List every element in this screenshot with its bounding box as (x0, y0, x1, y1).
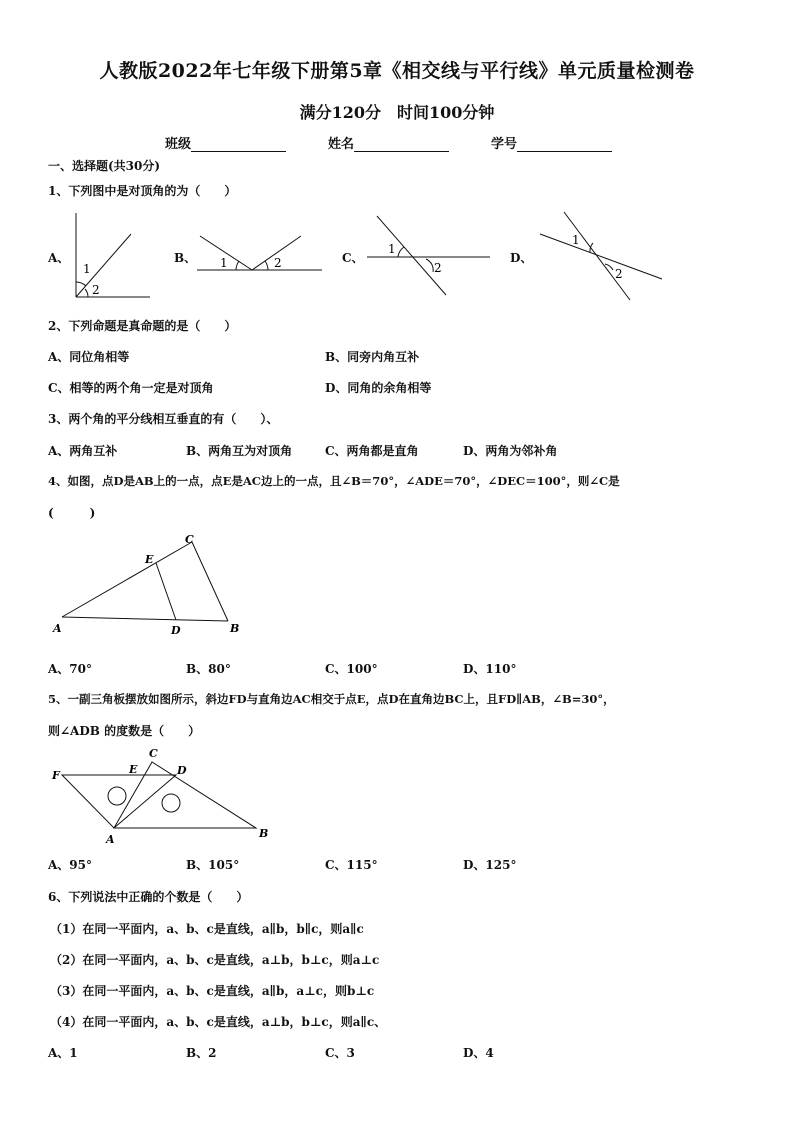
q1a-label-1: 1 (83, 262, 91, 276)
q4-side-ab (62, 617, 228, 621)
q5-label-c: C (149, 747, 158, 760)
q1b-label-1: 1 (220, 256, 228, 270)
q4-label-c: C (185, 533, 194, 546)
q1-figure-d (540, 212, 662, 300)
q3-option-c[interactable]: C、两角都是直角 (325, 444, 419, 458)
q5-option-d[interactable]: D、125° (463, 858, 517, 872)
q4-stem-line1: 4、如图，点D是AB上的一点，点E是AC边上的一点，且∠B＝70°，∠ADE＝70°，∠DEC＝100°，则∠C是 (48, 474, 620, 488)
q4-option-a[interactable]: A、70° (48, 662, 93, 676)
q5-stem-line2: 则∠ADB 的度数是（ ） (48, 724, 201, 738)
q4-figure (40, 530, 260, 640)
q2-stem: 2、下列命题是真命题的是（ ） (48, 319, 237, 333)
class-label: 班级 (165, 137, 192, 152)
q1-option-a[interactable]: A、 (48, 251, 70, 265)
q4-stem-line2: ( ) (48, 506, 96, 520)
q2-option-c[interactable]: C、相等的两个角一定是对顶角 (48, 381, 214, 395)
q1b-label-2: 2 (274, 256, 282, 270)
q4-segment-de (156, 563, 176, 620)
q1a-label-2: 2 (92, 283, 100, 297)
q4-option-c[interactable]: C、100° (325, 662, 378, 676)
q1-stem: 1、下列图中是对顶角的为（ ） (48, 184, 237, 198)
q2-option-d[interactable]: D、同角的余角相等 (325, 381, 432, 395)
q4-label-d: D (171, 624, 181, 637)
q5-label-d: D (177, 764, 187, 777)
q1c-label-1: 1 (388, 242, 396, 256)
q1c-label-2: 2 (434, 261, 442, 275)
q6-stem: 6、下列说法中正确的个数是（ ） (48, 890, 249, 904)
q2-option-a[interactable]: A、同位角相等 (48, 350, 130, 364)
q4-label-b: B (230, 622, 240, 635)
q5-figure (40, 742, 280, 850)
q6-option-d[interactable]: D、4 (463, 1046, 494, 1060)
q6-option-a[interactable]: A、1 (48, 1046, 78, 1060)
q5-triangle-hole-2 (162, 794, 180, 812)
q4-label-e: E (145, 553, 154, 566)
q4-label-a: A (53, 622, 62, 635)
q6-statement-4: （4）在同一平面内，a、b、c是直线，a⊥b，b⊥c，则a∥c、 (50, 1015, 387, 1029)
page-subtitle: 满分120分 时间100分钟 (299, 103, 495, 122)
q5-label-e: E (129, 763, 138, 776)
q1d-label-2: 2 (615, 267, 623, 281)
q3-option-b[interactable]: B、两角互为对顶角 (186, 444, 293, 458)
q4-side-ac (62, 542, 192, 617)
q4-option-b[interactable]: B、80° (186, 662, 231, 676)
q1-option-c[interactable]: C、 (342, 251, 364, 265)
q3-stem: 3、两个角的平分线相互垂直的有（ ）、 (48, 412, 279, 426)
q5-label-a: A (106, 833, 115, 846)
q6-statement-1: （1）在同一平面内，a、b、c是直线，a∥b，b∥c，则a∥c (50, 922, 364, 936)
q5-option-c[interactable]: C、115° (325, 858, 378, 872)
q1-option-d[interactable]: D、 (510, 251, 533, 265)
q1-figures (0, 0, 794, 320)
q5-triangle-hole-1 (108, 787, 126, 805)
q1-figure-a (76, 213, 150, 297)
section-heading: 一、选择题(共30分) (48, 159, 161, 173)
q4-option-d[interactable]: D、110° (463, 662, 517, 676)
q3-option-a[interactable]: A、两角互补 (48, 444, 118, 458)
q5-label-f: F (52, 769, 60, 782)
q5-option-b[interactable]: B、105° (186, 858, 240, 872)
q5-option-a[interactable]: A、95° (48, 858, 93, 872)
q5-label-b: B (259, 827, 269, 840)
q6-statement-2: （2）在同一平面内，a、b、c是直线，a⊥b，b⊥c，则a⊥c (50, 953, 380, 967)
q3-option-d[interactable]: D、两角为邻补角 (463, 444, 558, 458)
q1-option-b[interactable]: B、 (174, 251, 197, 265)
id-label: 学号 (491, 137, 518, 152)
q1d-label-1: 1 (572, 233, 580, 247)
q4-side-cb (192, 542, 228, 621)
page-title: 人教版2022年七年级下册第5章《相交线与平行线》单元质量检测卷 (99, 60, 695, 82)
name-label: 姓名 (328, 137, 355, 152)
q5-stem-line1: 5、一副三角板摆放如图所示，斜边FD与直角边AC相交于点E，点D在直角边BC上，且FD∥AB，∠B=30°， (48, 692, 615, 706)
q6-option-c[interactable]: C、3 (325, 1046, 355, 1060)
q6-statement-3: （3）在同一平面内，a、b、c是直线，a∥b，a⊥c，则b⊥c (50, 984, 375, 998)
q1-figure-c (367, 216, 490, 295)
q6-option-b[interactable]: B、2 (186, 1046, 217, 1060)
q1-figure-b (197, 236, 322, 270)
q2-option-b[interactable]: B、同旁内角互补 (325, 350, 420, 364)
